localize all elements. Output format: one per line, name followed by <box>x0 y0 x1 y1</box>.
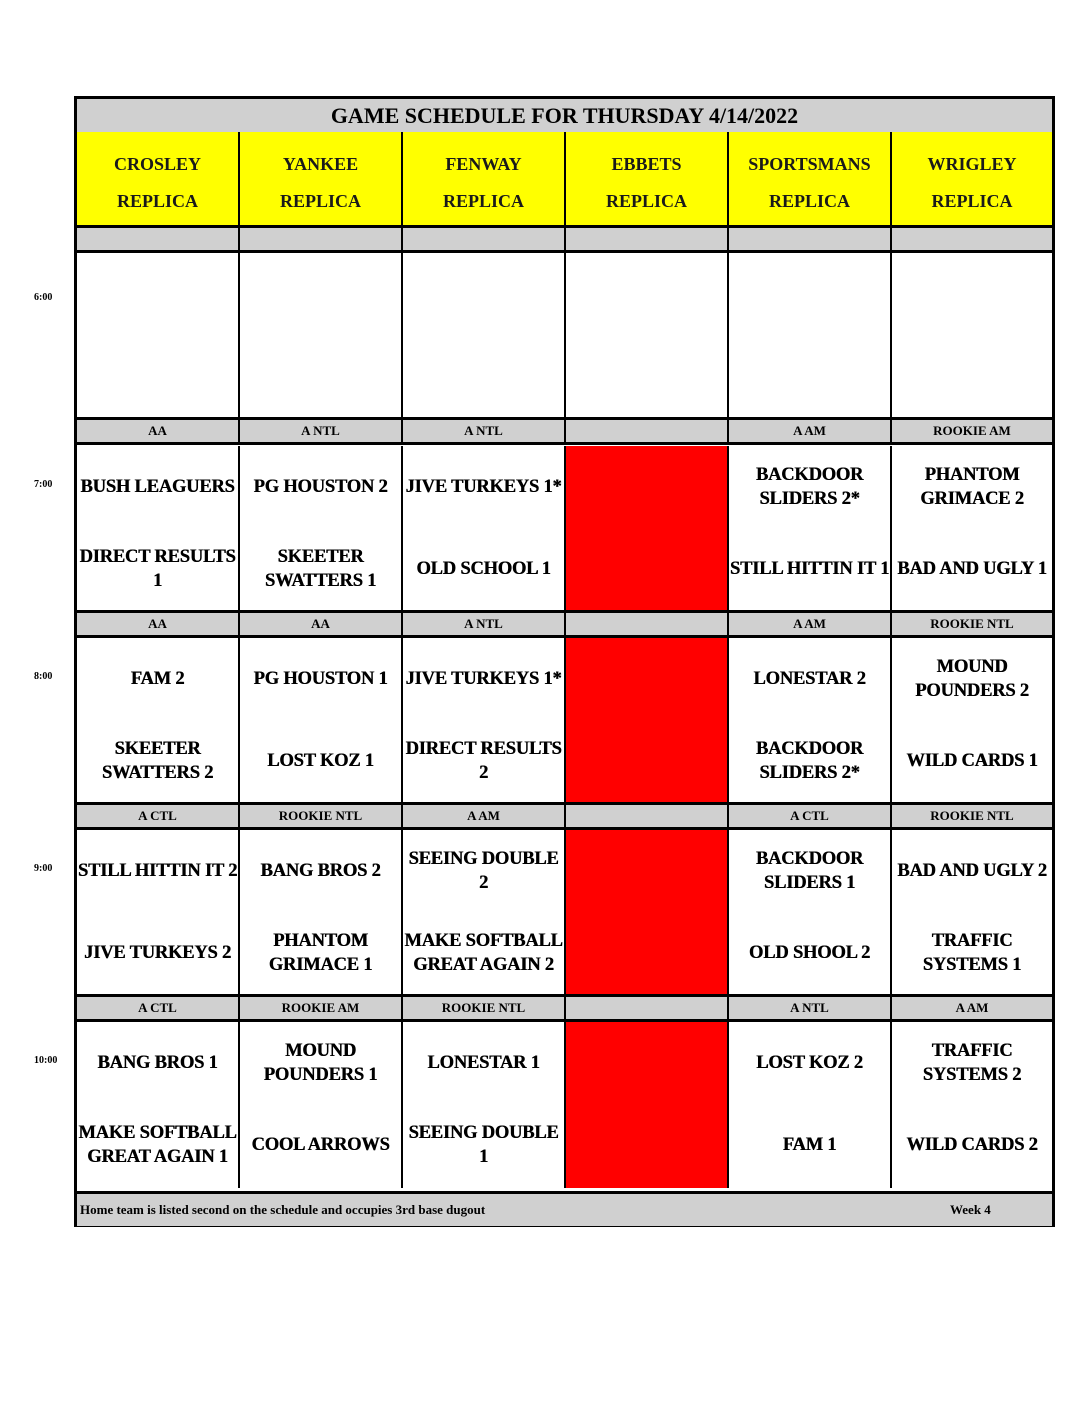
time-label: 9:00 <box>34 863 53 874</box>
division-label <box>729 228 892 250</box>
division-label: A CTL <box>77 805 240 827</box>
away-team: LONESTAR 2 <box>753 669 866 689</box>
field-name: YANKEE <box>282 154 359 174</box>
division-label <box>566 805 729 827</box>
division-row <box>77 802 1052 830</box>
division-label: A AM <box>729 613 892 635</box>
time-slot-row <box>77 253 1052 419</box>
game-cell <box>403 253 566 419</box>
home-team <box>892 335 1052 417</box>
division-label: ROOKIE NTL <box>930 616 1014 631</box>
field-header-2 <box>403 132 566 228</box>
home-team: FAM 1 <box>782 1135 837 1155</box>
division-label: ROOKIE AM <box>240 997 403 1019</box>
division-label: A AM <box>729 420 892 442</box>
field-subtitle: REPLICA <box>279 191 361 211</box>
week-label: Week 4 <box>950 1202 991 1217</box>
division-label: A CTL <box>77 997 240 1019</box>
field-header-4 <box>729 132 892 228</box>
home-team: MAKE SOFTBALL GREAT AGAIN 1 <box>78 1123 237 1167</box>
game-cell <box>403 446 566 612</box>
division-label <box>892 228 1052 250</box>
division-label: A NTL <box>403 613 566 635</box>
home-team: SEEING DOUBLE 1 <box>408 1123 559 1167</box>
game-cell <box>892 1022 1052 1188</box>
home-team: STILL HITTIN IT 1 <box>729 559 890 579</box>
away-team: JIVE TURKEYS 1* <box>405 477 562 497</box>
home-team: MAKE SOFTBALL GREAT AGAIN 2 <box>404 931 563 975</box>
away-team: PG HOUSTON 1 <box>253 669 388 689</box>
home-team-note: Home team is listed second on the schedule and occupies 3rd base dugout <box>80 1202 486 1217</box>
division-row <box>77 225 1052 253</box>
away-team: BAD AND UGLY 2 <box>897 861 1047 881</box>
field-unavailable <box>566 446 729 612</box>
game-cell <box>892 638 1052 804</box>
time-label: 6:00 <box>34 292 53 303</box>
division-label: AA <box>240 613 403 635</box>
division-label: AA <box>77 420 240 442</box>
game-cell <box>729 830 892 996</box>
away-team: MOUND POUNDERS 1 <box>263 1041 378 1085</box>
home-team: SKEETER SWATTERS 2 <box>101 739 214 783</box>
division-label <box>77 228 240 250</box>
away-team: SEEING DOUBLE 2 <box>408 849 559 893</box>
field-name: WRIGLEY <box>927 154 1017 174</box>
game-cell <box>892 253 1052 419</box>
away-team <box>566 253 727 335</box>
time-label: 8:00 <box>34 671 53 682</box>
away-team <box>77 253 238 335</box>
away-team <box>892 253 1052 335</box>
game-cell <box>566 253 729 419</box>
field-header-0 <box>77 132 240 228</box>
game-cell <box>240 1022 403 1188</box>
schedule-sheet <box>74 96 1055 1227</box>
away-team: STILL HITTIN IT 2 <box>77 861 238 881</box>
away-team: FAM 2 <box>130 669 185 689</box>
division-label: A NTL <box>729 997 892 1019</box>
home-team: BACKDOOR SLIDERS 2* <box>755 739 864 783</box>
field-name: SPORTSMANS <box>748 154 871 174</box>
home-team <box>403 335 564 417</box>
division-label: A AM <box>955 1000 989 1015</box>
game-cell <box>240 830 403 996</box>
away-team: JIVE TURKEYS 1* <box>405 669 562 689</box>
away-team: PHANTOM GRIMACE 2 <box>920 465 1024 509</box>
field-header-3 <box>566 132 729 228</box>
time-slot-row <box>77 638 1052 804</box>
game-cell <box>729 638 892 804</box>
division-row <box>77 610 1052 638</box>
division-label: A AM <box>403 805 566 827</box>
game-cell <box>892 830 1052 996</box>
game-cell <box>403 1022 566 1188</box>
division-label: A CTL <box>729 805 892 827</box>
home-team: DIRECT RESULTS 1 <box>79 547 236 591</box>
time-label: 10:00 <box>34 1055 58 1066</box>
game-cell <box>729 446 892 612</box>
field-subtitle: REPLICA <box>605 191 687 211</box>
division-row <box>77 994 1052 1022</box>
home-team <box>566 335 727 417</box>
away-team <box>729 253 890 335</box>
away-team: LONESTAR 1 <box>427 1053 540 1073</box>
home-team: DIRECT RESULTS 2 <box>405 739 562 783</box>
division-label: A NTL <box>403 420 566 442</box>
division-label: AA <box>77 613 240 635</box>
home-team: PHANTOM GRIMACE 1 <box>268 931 373 975</box>
home-team: BAD AND UGLY 1 <box>897 559 1047 579</box>
division-label <box>403 228 566 250</box>
field-unavailable <box>566 830 729 996</box>
home-team: SKEETER SWATTERS 1 <box>264 547 377 591</box>
home-team: TRAFFIC SYSTEMS 1 <box>922 931 1022 975</box>
division-row <box>77 417 1052 445</box>
away-team: MOUND POUNDERS 2 <box>915 657 1029 701</box>
division-label <box>240 228 403 250</box>
away-team: PG HOUSTON 2 <box>253 477 388 497</box>
game-cell <box>403 830 566 996</box>
division-label: ROOKIE NTL <box>403 997 566 1019</box>
away-team: BANG BROS 2 <box>260 861 381 881</box>
time-label: 7:00 <box>34 479 53 490</box>
away-team: BANG BROS 1 <box>97 1053 218 1073</box>
division-label: ROOKIE NTL <box>930 808 1014 823</box>
home-team: WILD CARDS 2 <box>906 1135 1038 1155</box>
game-cell <box>892 446 1052 612</box>
away-team: TRAFFIC SYSTEMS 2 <box>922 1041 1022 1085</box>
away-team <box>240 253 401 335</box>
field-unavailable <box>566 1022 729 1188</box>
home-team: OLD SHOOL 2 <box>748 943 871 963</box>
home-team: WILD CARDS 1 <box>906 751 1038 771</box>
game-cell <box>77 1022 240 1188</box>
schedule-footer <box>77 1191 1052 1226</box>
division-label <box>566 420 729 442</box>
division-label <box>566 997 729 1019</box>
field-subtitle: REPLICA <box>116 191 198 211</box>
field-subtitle: REPLICA <box>442 191 524 211</box>
home-team: OLD SCHOOL 1 <box>416 559 551 579</box>
home-team: JIVE TURKEYS 2 <box>84 943 231 963</box>
field-header-5 <box>892 132 1052 228</box>
game-cell <box>240 446 403 612</box>
field-subtitle: REPLICA <box>768 191 850 211</box>
division-label: ROOKIE NTL <box>240 805 403 827</box>
field-unavailable <box>566 638 729 804</box>
home-team: COOL ARROWS <box>251 1135 390 1155</box>
home-team <box>77 335 238 417</box>
away-team: BACKDOOR SLIDERS 1 <box>755 849 864 893</box>
time-slot-row <box>77 446 1052 612</box>
game-cell <box>77 638 240 804</box>
division-label: A NTL <box>240 420 403 442</box>
division-label <box>566 228 729 250</box>
away-team: BUSH LEAGUERS <box>80 477 235 497</box>
field-subtitle: REPLICA <box>931 191 1013 211</box>
game-cell <box>77 253 240 419</box>
time-slot-row <box>77 830 1052 996</box>
field-header-1 <box>240 132 403 228</box>
game-cell <box>729 253 892 419</box>
game-cell <box>729 1022 892 1188</box>
away-team: LOST KOZ 2 <box>756 1053 863 1073</box>
field-name: FENWAY <box>445 154 522 174</box>
game-cell <box>77 830 240 996</box>
schedule-title: GAME SCHEDULE FOR THURSDAY 4/14/2022 <box>77 99 1052 134</box>
home-team: LOST KOZ 1 <box>267 751 374 771</box>
time-slot-row <box>77 1022 1052 1188</box>
field-name: EBBETS <box>611 154 682 174</box>
away-team <box>403 253 564 335</box>
field-name: CROSLEY <box>113 154 202 174</box>
home-team <box>729 335 890 417</box>
game-cell <box>77 446 240 612</box>
field-header-row <box>77 132 1052 231</box>
game-cell <box>240 253 403 419</box>
division-label: ROOKIE AM <box>933 423 1011 438</box>
home-team <box>240 335 401 417</box>
game-cell <box>403 638 566 804</box>
away-team: BACKDOOR SLIDERS 2* <box>755 465 864 509</box>
game-cell <box>240 638 403 804</box>
division-label <box>566 613 729 635</box>
